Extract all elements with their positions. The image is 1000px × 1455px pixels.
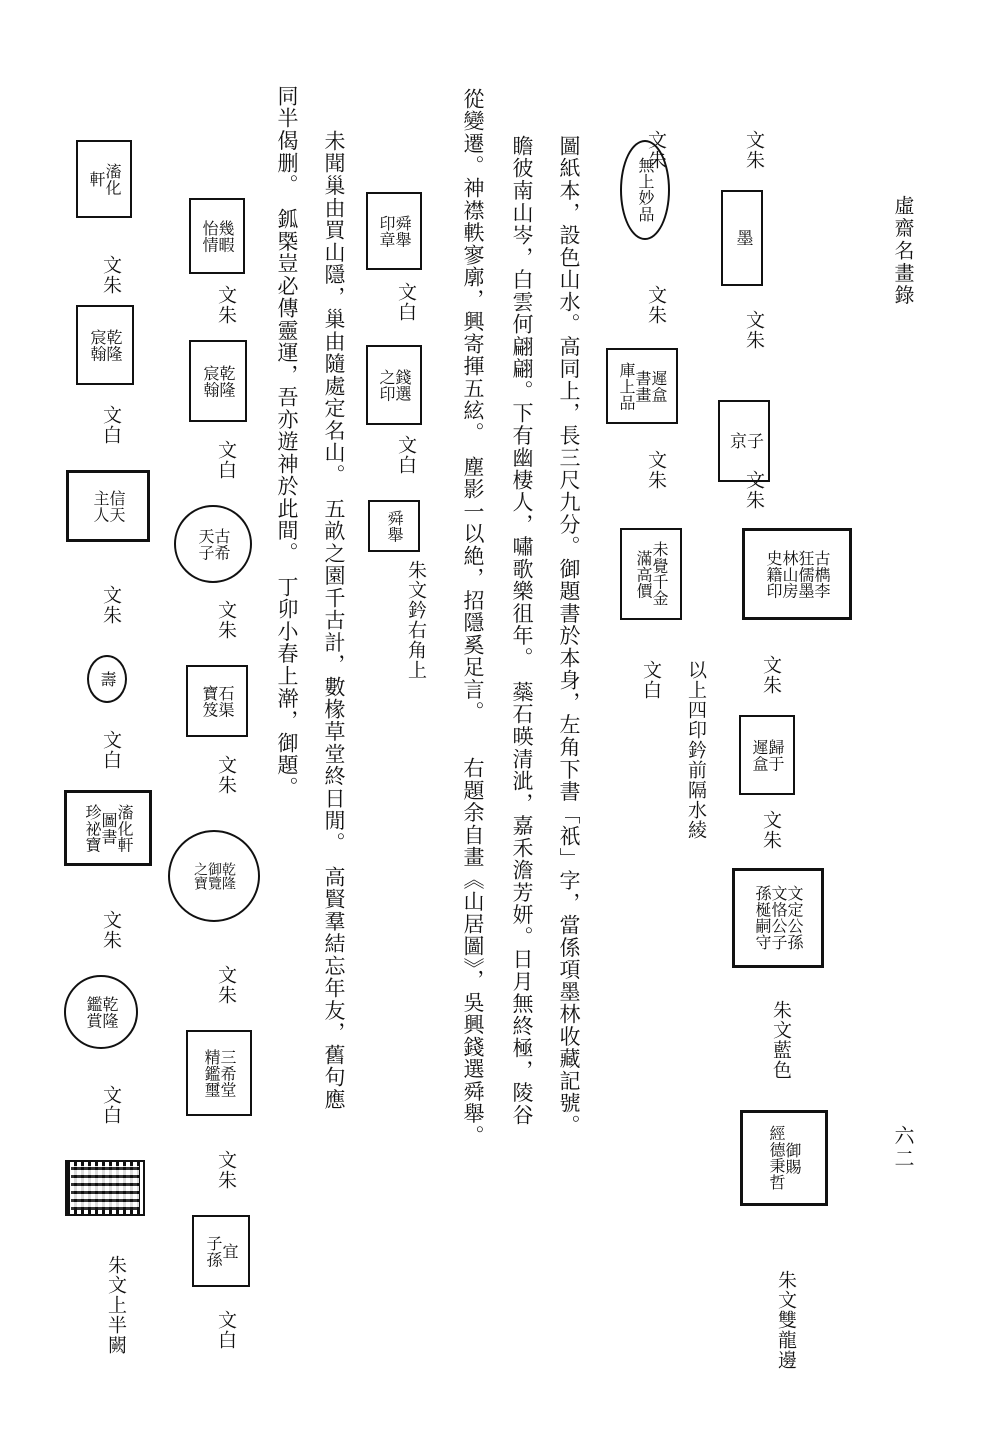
seal-weijue-qianjin [620,528,682,620]
seal-annotation-11: 文白 [640,660,662,700]
seal-guiyu-col-1: 歸于 [766,738,785,772]
seal-annotation-20: 文朱 [215,965,237,1005]
seal-annotation-16: 文朱 [215,285,237,325]
seal-qlyl-col-2: 御覽 [206,861,222,891]
seal-qlyl-col-3: 之寶 [192,861,208,891]
seal-annotation-17: 文白 [215,440,237,480]
seal-shunju-col-2: 印章 [377,214,396,248]
seal-qlch-col-1: 乾隆 [217,364,236,398]
seal-half-impression-inner [71,1166,139,1210]
seal-guijili-col-1: 古檇李 [812,549,831,599]
seal-qianxuan-col-2: 之印 [377,368,396,402]
seal-wushang-col-1: 無上妙品 [636,157,655,223]
seal-shou-col-1: 壽 [98,670,117,688]
seal-shunju-col-1: 舜舉 [393,214,412,248]
body-column-4: 瞻彼南山岑，白雲何翩翩。下有幽棲人，嘯歌樂徂年。 蘂石暎清泚，嘉禾澹芳妍。日月無終極，陵谷 [510,135,534,1127]
seal-annotation-14: 文白 [395,435,417,475]
seal-dihua-xuan-tushu-zhenbi [64,790,152,866]
seal-qianlong-yulan-zhibao [168,830,260,922]
seal-qianlong-jianshang [64,975,138,1049]
seal-yuci-col-2: 經德秉哲 [767,1125,786,1191]
seal-yuci-col-1: 御賜 [783,1141,802,1175]
seal-chihe-col-2: 書畫 [633,369,652,403]
seal-xintian-col-2: 主人 [91,489,110,523]
seal-shiqu-baoji [186,665,248,737]
seal-qianxuan-zhiyin [366,345,422,425]
page-number: 六二 [891,1125,915,1171]
seal-shiqu-col-1: 石渠 [216,684,235,718]
seal-yi-zisun [192,1215,250,1287]
seal-qlyl-col-1: 乾隆 [220,861,236,891]
seal-shou [87,655,127,703]
seal-wending-col-1: 文定公孫 [785,885,804,951]
seal-guiyu-chihe [739,715,795,795]
seal-qlch-col-2: 宸翰 [201,364,220,398]
seal-wushang-miaopin [620,140,670,240]
body-column-3: 從變遷。神襟軼寥廓，興寄揮五絃。 塵影一以絶，招隱奚足言。 右題余自畫《山居圖》，吳興錢選舜舉。 [461,88,485,1148]
seal-qljs-col-1: 乾隆 [100,995,119,1029]
seal-annotation-10: 文朱 [645,450,667,490]
seal-shunju2-col-1: 舜舉 [385,509,404,543]
seal-annotation-15: 朱文鈐右角上 [405,560,427,680]
seal-chihe-col-1: 遲盒 [649,369,668,403]
seal-chihe-col-3: 庫上品 [617,361,636,411]
seal-annotation-29: 朱文上半闕 [105,1255,127,1355]
seal-qlch2-col-1: 乾隆 [104,328,123,362]
seal-weijue-col-1: 未覺千金 [650,541,669,607]
seal-guxi-col-2: 天子 [196,527,215,561]
seal-shunju-yinzhang [366,192,422,270]
seal-shiqu-col-2: 寶笈 [200,684,219,718]
seal-weijue-col-2: 滿高價 [634,549,653,599]
seal-annotation-2: 文朱 [743,310,765,350]
body-column-1: 同半偈删。 鈲㮣豈必傳靈運，吾亦遊神於此間。 丁卯小春上澣，御題。 [275,85,299,799]
seal-guijili-col-4: 史籍印 [764,549,783,599]
seal-jixia-yiqing [189,198,245,274]
seal-qianlong-chenhan [189,340,247,422]
seal-annotation-6: 朱文藍色 [770,1000,792,1080]
seal-dihua-col-1: 滀化 [103,162,122,196]
seal-molin-col-1: 墨 [732,229,753,247]
seal-sanxi-col-1: 三希堂 [218,1048,237,1098]
body-column-5: 圖紙本，設色山水。高同上，長三尺九分。御題書於本身，左角下書「祇」字，當係項墨林收藏記號。 [557,135,581,1137]
seal-wending-col-3: 孫梴嗣守 [753,885,772,951]
seal-dihua-col-2: 軒 [87,170,106,188]
seal-annotation-4: 文朱 [760,655,782,695]
seal-sanxitang-jingjianxi [186,1030,252,1116]
seal-guijili-col-2: 狂儒墨 [796,549,815,599]
seal-annotation-21: 文朱 [215,1150,237,1190]
seal-annotation-13: 文白 [395,282,417,322]
seal-dhx-col-2: 圖書 [99,811,118,845]
seal-annotation-19: 文朱 [215,755,237,795]
seal-guiyu-col-2: 遲盒 [750,738,769,772]
seal-yizisun-col-2: 子孫 [204,1234,223,1268]
seal-annotation-28: 文白 [100,1085,122,1125]
seal-qlch2-col-2: 宸翰 [88,328,107,362]
seal-xintian-col-1: 信天 [107,489,126,523]
seal-annotation-26: 文白 [100,730,122,770]
seal-annotation-12: 以上四印鈐前隔水綾 [685,660,707,840]
seal-qljs-col-2: 鑑賞 [84,995,103,1029]
seal-guxi-tianzi [174,505,252,583]
seal-annotation-5: 文朱 [760,810,782,850]
seal-dhx-col-1: 滀化軒 [115,803,134,853]
seal-xintian-zhuren [66,470,150,542]
seal-guxi-col-1: 古希 [212,527,231,561]
seal-annotation-25: 文朱 [100,585,122,625]
seal-annotation-1: 文朱 [743,130,765,170]
seal-guijili-col-3: 林山房 [780,549,799,599]
seal-annotation-18: 文朱 [215,600,237,640]
seal-chihe-shuhua-ku [606,348,678,424]
seal-shunju-2 [368,500,420,552]
seal-qianxuan-col-1: 錢選 [393,368,412,402]
seal-wending-col-2: 文恪公子 [769,885,788,951]
seal-wending-gongsun [732,868,824,968]
seal-sanxi-col-2: 精鑑璽 [202,1048,221,1098]
seal-zijing-col-1: 子 [743,432,763,450]
seal-jixia-col-2: 怡情 [200,219,219,253]
seal-qianlong-chenhan-2 [76,305,134,385]
seal-dhx-col-3: 珍祕寶 [83,803,102,853]
seal-annotation-23: 文朱 [100,255,122,295]
seal-molin [721,190,763,286]
seal-annotation-24: 文白 [100,405,122,445]
seal-annotation-8: 文朱 [645,130,667,170]
seal-annotation-9: 文朱 [645,285,667,325]
seal-zijing-col-2: 京 [726,432,746,450]
seal-yuci-jingde [740,1110,828,1206]
seal-annotation-7: 朱文雙龍邊 [775,1270,797,1370]
running-head: 虛齋名畫錄 [891,195,915,307]
seal-jixia-col-1: 幾暇 [216,219,235,253]
body-column-2: 未聞巢由買山隱，巢由隨處定名山。 五畝之園千古計，數椽草堂終日閒。 高賢羣結忘年友，舊句應 [322,130,346,1111]
seal-half-impression-glyph [65,1160,145,1216]
seal-yizisun-col-1: 宜 [220,1242,239,1260]
seal-annotation-3: 文朱 [743,470,765,510]
seal-annotation-27: 文朱 [100,910,122,950]
seal-dihua-xuan [76,140,132,218]
seal-annotation-22: 文白 [215,1310,237,1350]
seal-guijili-shuji [742,528,852,620]
